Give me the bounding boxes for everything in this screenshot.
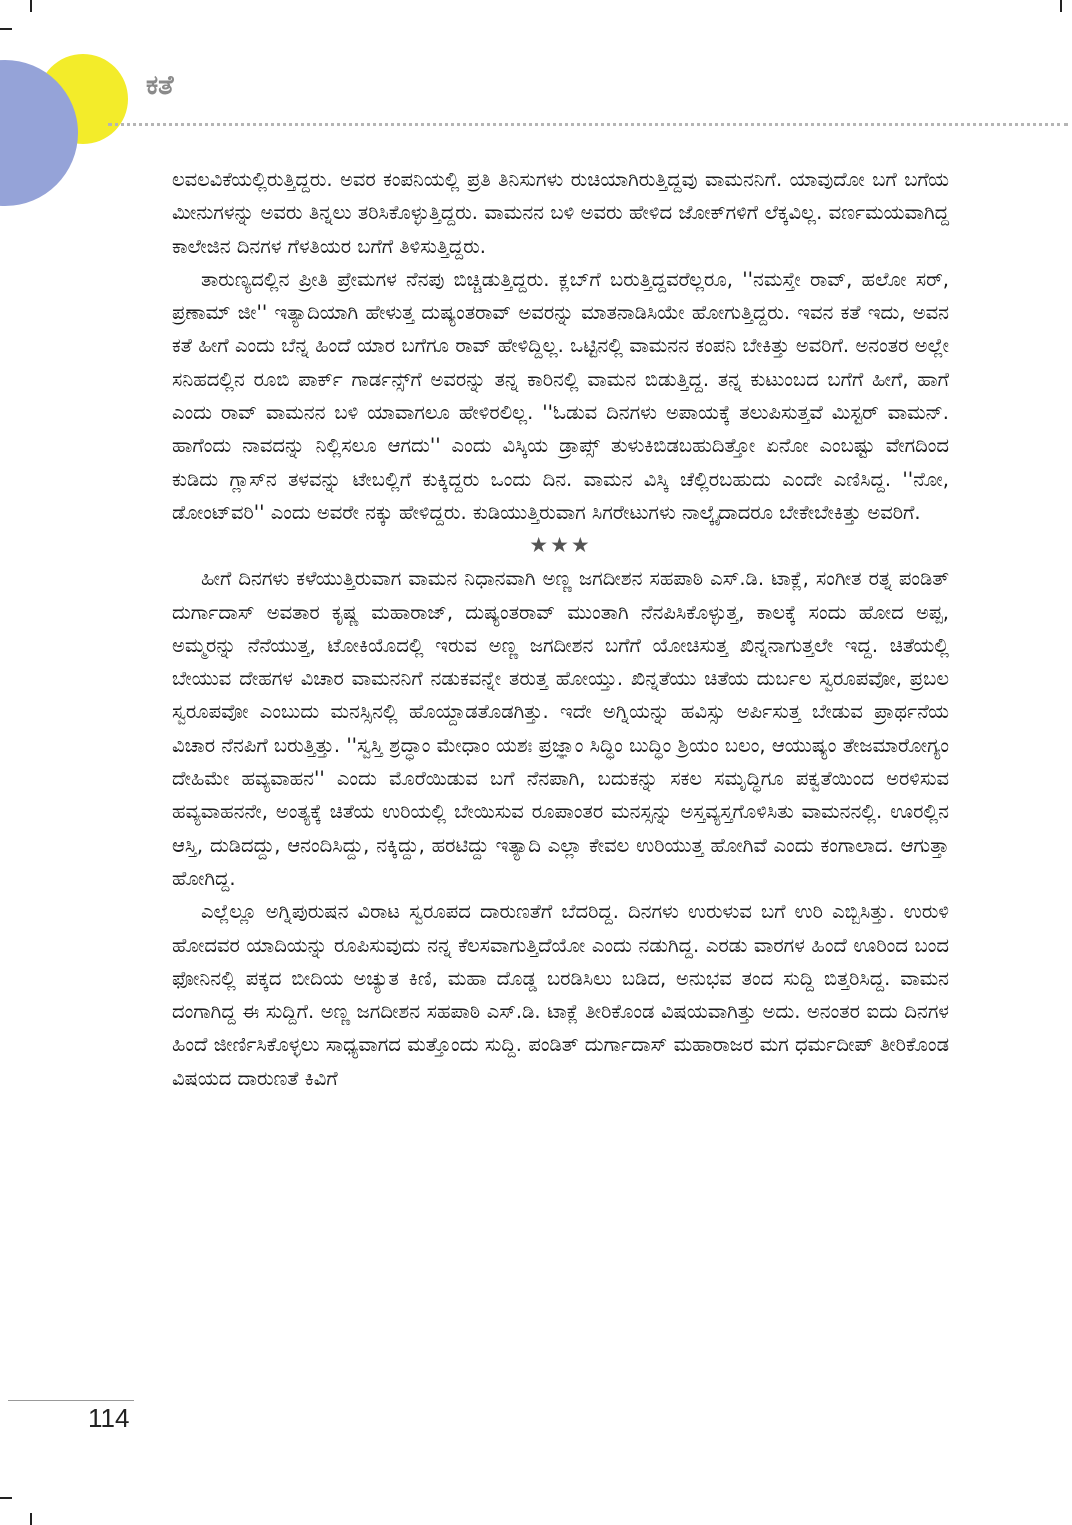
section-separator: ★★★ — [529, 533, 592, 558]
paragraph: ತಾರುಣ್ಯದಲ್ಲಿನ ಪ್ರೀತಿ ಪ್ರೇಮಗಳ ನೆನಪು ಬಿಚ್ಚಿಡುತ್ತಿದ್ದರು. ಕ್ಲಬ್‌ಗೆ ಬರುತ್ತಿದ್ದವರೆಲ್ಲರೂ, ''ನಮಸ್ತೇ ರಾವ್, ಹಲೋ ಸರ್, ಪ್ರಣಾಮ್ ಜೀ'' ಇತ್ಯಾದಿಯಾಗಿ ಹೇಳುತ್ತ ದುಷ್ಯಂತರಾವ್ ಅವರನ್ನು ಮಾತನಾಡಿಸಿಯೇ ಹೋಗುತ್ತಿದ್ದರು. ಇವನ ಕತೆ ಇದು, ಅವನ ಕತೆ ಹೀಗೆ ಎಂದು ಬೆನ್ನ ಹಿಂದೆ ಯಾರ ಬಗೆಗೂ ರಾವ್ ಹೇಳಿದ್ದಿಲ್ಲ. ಒಟ್ಟಿನಲ್ಲಿ ವಾಮನನ ಕಂಪನಿ ಬೇಕಿತ್ತು ಅವರಿಗೆ. ಅನಂತರ ಅಲ್ಲೇ ಸನಿಹದಲ್ಲಿನ ರೂಬಿ ಪಾರ್ಕ್ ಗಾರ್ಡನ್ಸ್‌ಗೆ ಅವರನ್ನು ತನ್ನ ಕಾರಿನಲ್ಲಿ ವಾಮನ ಬಿಡುತ್ತಿದ್ದ. ತನ್ನ ಕುಟುಂಬದ ಬಗೆಗೆ ಹೀಗೆ, ಹಾಗೆ ಎಂದು ರಾವ್ ವಾಮನನ ಬಳಿ ಯಾವಾಗಲೂ ಹೇಳಿರಲಿಲ್ಲ. ''ಓಡುವ ದಿನಗಳು ಅಪಾಯಕ್ಕೆ ತಲುಪಿಸುತ್ತವೆ ಮಿಸ್ಟರ್ ವಾಮನ್. ಹಾಗೆಂದು ನಾವದನ್ನು ನಿಲ್ಲಿಸಲೂ ಆಗದು'' ಎಂದು ವಿಸ್ಕಿಯ ಡ್ರಾಪ್ಸ್ ತುಳುಕಿಬಿಡಬಹುದಿತ್ತೋ ಏನೋ ಎಂಬಷ್ಟು ವೇಗದಿಂದ ಕುಡಿದು ಗ್ಲಾಸ್‌ನ ತಳವನ್ನು ಟೇಬಲ್ಲಿಗೆ ಕುಕ್ಕಿದ್ದರು ಒಂದು ದಿನ. ವಾಮನ ವಿಸ್ಕಿ ಚೆಲ್ಲಿರಬಹುದು ಎಂದೇ ಎಣಿಸಿದ್ದ. ''ನೋ, ಡೋಂಟ್‌ವರಿ'' ಎಂದು ಅವರೇ ನಕ್ಕು ಹೇಳಿದ್ದರು. ಕುಡಿಯುತ್ತಿರುವಾಗ ಸಿಗರೇಟುಗಳು ನಾಲ್ಕೈದಾದರೂ ಬೇಕೇಬೇಕಿತ್ತು ಅವರಿಗೆ. — [172, 267, 949, 524]
crop-mark-bottom-left — [30, 1513, 32, 1525]
crop-mark-top-left-h — [0, 28, 12, 30]
footer-rule — [8, 1400, 134, 1401]
paragraph: ಹೀಗೆ ದಿನಗಳು ಕಳೆಯುತ್ತಿರುವಾಗ ವಾಮನ ನಿಧಾನವಾಗಿ ಅಣ್ಣ ಜಗದೀಶನ ಸಹಪಾಠಿ ಎಸ್.ಡಿ. ಟಾಕ್ಲೆ, ಸಂಗೀತ ರತ್ನ ಪಂಡಿತ್ ದುರ್ಗಾದಾಸ್ ಅವತಾರ ಕೃಷ್ಣ ಮಹಾರಾಜ್, ದುಷ್ಯಂತರಾವ್ ಮುಂತಾಗಿ ನೆನಪಿಸಿಕೊಳ್ಳುತ್ತ, ಕಾಲಕ್ಕೆ ಸಂದು ಹೋದ ಅಪ್ಪ, ಅಮ್ಮರನ್ನು ನೆನೆಯುತ್ತ, ಟೋಕಿಯೊದಲ್ಲಿ ಇರುವ ಅಣ್ಣ ಜಗದೀಶನ ಬಗೆಗೆ ಯೋಚಿಸುತ್ತ ಖಿನ್ನನಾಗುತ್ತಲೇ ಇದ್ದ. ಚಿತೆಯಲ್ಲಿ ಬೇಯುವ ದೇಹಗಳ ವಿಚಾರ ವಾಮನನಿಗೆ ನಡುಕವನ್ನೇ ತರುತ್ತ ಹೋಯ್ತು. ಖಿನ್ನತೆಯು ಚಿತೆಯ ದುರ್ಬಲ ಸ್ವರೂಪವೋ, ಪ್ರಬಲ ಸ್ವರೂಪವೋ ಎಂಬುದು ಮನಸ್ಸಿನಲ್ಲಿ ಹೊಯ್ದಾಡತೊಡಗಿತ್ತು. ಇದೇ ಅಗ್ನಿಯನ್ನು ಹವಿಸ್ಸು ಅರ್ಪಿಸುತ್ತ ಬೇಡುವ ಪ್ರಾರ್ಥನೆಯ ವಿಚಾರ ನೆನಪಿಗೆ ಬರುತ್ತಿತ್ತು. ''ಸ್ವಸ್ತಿ ಶ್ರದ್ಧಾಂ ಮೇಧಾಂ ಯಶಃ ಪ್ರಜ್ಞಾಂ ಸಿದ್ಧಿಂ ಬುದ್ಧಿಂ ಶ್ರಿಯಂ ಬಲಂ, ಆಯುಷ್ಯಂ ತೇಜಮಾರೋಗ್ಯಂ ದೇಹಿಮೇ ಹವ್ಯವಾಹನ'' ಎಂದು ಮೊರೆಯಿಡುವ ಬಗೆ ನೆನಪಾಗಿ, ಬದುಕನ್ನು ಸಕಲ ಸಮೃದ್ಧಿಗೂ ಪಕ್ವತೆಯಿಂದ ಅರಳಿಸುವ ಹವ್ಯವಾಹನನೇ, ಅಂತ್ಯಕ್ಕೆ ಚಿತೆಯ ಉರಿಯಲ್ಲಿ ಬೇಯಿಸುವ ರೂಪಾಂತರ ಮನಸ್ಸನ್ನು ಅಸ್ತವ್ಯಸ್ತಗೊಳಿಸಿತು ವಾಮನನಲ್ಲಿ. ಊರಲ್ಲಿನ ಆಸ್ತಿ, ದುಡಿದದ್ದು, ಆನಂದಿಸಿದ್ದು, ನಕ್ಕಿದ್ದು, ಹರಟಿದ್ದು ಇತ್ಯಾದಿ ಎಲ್ಲಾ ಕೇವಲ ಉರಿಯುತ್ತ ಹೋಗಿವೆ ಎಂದು ಕಂಗಾಲಾದ. ಆಗುತ್ತಾ ಹೋಗಿದ್ದ. — [172, 567, 949, 890]
page-number: 114 — [88, 1403, 130, 1433]
paragraph: ಲವಲವಿಕೆಯಲ್ಲಿರುತ್ತಿದ್ದರು. ಅವರ ಕಂಪನಿಯಲ್ಲಿ ಪ್ರತಿ ತಿನಿಸುಗಳು ರುಚಿಯಾಗಿರುತ್ತಿದ್ದವು ವಾಮನನಿಗೆ. ಯಾವುದೋ ಬಗೆ ಬಗೆಯ ಮೀನುಗಳನ್ನು ಅವರು ತಿನ್ನಲು ತರಿಸಿಕೊಳ್ಳುತ್ತಿದ್ದರು. ವಾಮನನ ಬಳಿ ಅವರು ಹೇಳಿದ ಜೋಕ್‌ಗಳಿಗೆ ಲೆಕ್ಕವಿಲ್ಲ. ವರ್ಣಮಯವಾಗಿದ್ದ ಕಾಲೇಜಿನ ದಿನಗಳ ಗೆಳತಿಯರ ಬಗೆಗೆ ತಿಳಿಸುತ್ತಿದ್ದರು. — [172, 168, 949, 258]
crop-mark-bottom-left-h — [0, 1497, 12, 1499]
paragraph: ಎಲ್ಲೆಲ್ಲೂ ಅಗ್ನಿಪುರುಷನ ವಿರಾಟ ಸ್ವರೂಪದ ದಾರುಣತೆಗೆ ಬೆದರಿದ್ದ. ದಿನಗಳು ಉರುಳುವ ಬಗೆ ಉರಿ ಎಬ್ಬಿಸಿತ್ತು. ಉರುಳಿ ಹೋದವರ ಯಾದಿಯನ್ನು ರೂಪಿಸುವುದು ನನ್ನ ಕೆಲಸವಾಗುತ್ತಿದೆಯೋ ಎಂದು ನಡುಗಿದ್ದ. ಎರಡು ವಾರಗಳ ಹಿಂದೆ ಊರಿಂದ ಬಂದ ಫೋನಿನಲ್ಲಿ ಪಕ್ಕದ ಬೀದಿಯ ಅಚ್ಯುತ ಕಿಣಿ, ಮಹಾ ದೊಡ್ಡ ಬರಡಿಸಿಲು ಬಡಿದ, ಅನುಭವ ತಂದ ಸುದ್ದಿ ಬಿತ್ತರಿಸಿದ್ದ. ವಾಮನ ದಂಗಾಗಿದ್ದ ಈ ಸುದ್ದಿಗೆ. ಅಣ್ಣ ಜಗದೀಶನ ಸಹಪಾಠಿ ಎಸ್.ಡಿ. ಟಾಕ್ಲೆ ತೀರಿಕೊಂಡ ವಿಷಯವಾಗಿತ್ತು ಅದು. ಅನಂತರ ಐದು ದಿನಗಳ ಹಿಂದೆ ಜೀರ್ಣಿಸಿಕೊಳ್ಳಲು ಸಾಧ್ಯವಾಗದ ಮತ್ತೊಂದು ಸುದ್ದಿ. ಪಂಡಿತ್ ದುರ್ಗಾದಾಸ್ ಮಹಾರಾಜರ ಮಗ ಧರ್ಮದೀಪ್ ತೀರಿಕೊಂಡ ವಿಷಯದ ದಾರುಣತೆ ಕಿವಿಗೆ — [172, 900, 949, 1090]
crop-mark-top-left — [30, 0, 32, 12]
body-text — [172, 163, 949, 1095]
crop-mark-top-right — [1060, 0, 1062, 12]
section-label: ಕತೆ — [146, 70, 174, 101]
header-dotted-rule — [108, 123, 1068, 126]
